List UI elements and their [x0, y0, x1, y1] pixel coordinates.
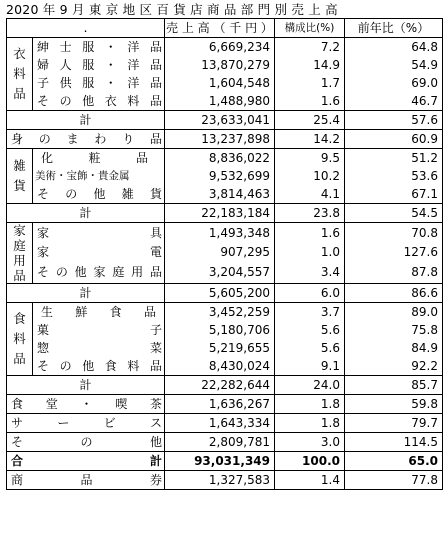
row-label-text: 身 の ま わ り 品	[11, 131, 162, 146]
row-label	[7, 395, 165, 414]
share-cell: 3.7	[275, 303, 345, 322]
group-misc: 雑 貨	[7, 149, 33, 204]
row-label-text: 食 堂 ・ 喫 茶	[11, 396, 162, 411]
row-label-text: そ の 他 衣 料 品	[37, 93, 162, 108]
row-label	[33, 74, 165, 92]
yoy-cell: 87.8	[345, 263, 443, 284]
row-label	[33, 185, 165, 204]
share-cell: 1.4	[275, 471, 345, 490]
sales-cell: 3,452,259	[165, 303, 275, 322]
row-label	[7, 433, 165, 452]
subtotal-row	[7, 204, 443, 223]
share-cell: 9.1	[275, 357, 345, 376]
row-label-text: そ の 他 食 料 品	[37, 358, 162, 373]
share-cell: 23.8	[275, 204, 345, 223]
group-clothing: 衣 料 品	[7, 38, 33, 111]
row-label-text: 商 品 券	[11, 472, 162, 487]
share-cell: 10.2	[275, 167, 345, 185]
row-label	[33, 339, 165, 357]
table-row	[7, 263, 443, 284]
row-label	[33, 149, 165, 168]
sales-cell: 8,430,024	[165, 357, 275, 376]
table-row	[7, 92, 443, 111]
yoy-cell: 79.7	[345, 414, 443, 433]
sales-cell: 9,532,699	[165, 167, 275, 185]
yoy-cell: 57.6	[345, 111, 443, 130]
subtotal-row	[7, 376, 443, 395]
yoy-cell: 46.7	[345, 92, 443, 111]
sales-cell: 6,669,234	[165, 38, 275, 57]
share-cell: 1.8	[275, 395, 345, 414]
table-row	[7, 167, 443, 185]
share-cell: 5.6	[275, 339, 345, 357]
subtotal-row	[7, 284, 443, 303]
yoy-cell: 92.2	[345, 357, 443, 376]
sales-cell: 22,282,644	[165, 376, 275, 395]
yoy-cell: 65.0	[345, 452, 443, 471]
sales-cell: 1,643,334	[165, 414, 275, 433]
yoy-cell: 89.0	[345, 303, 443, 322]
sales-cell: 13,870,279	[165, 56, 275, 74]
share-cell: 9.5	[275, 149, 345, 168]
sales-cell: 23,633,041	[165, 111, 275, 130]
table-row	[7, 243, 443, 263]
table-row	[7, 130, 443, 149]
table-row	[7, 223, 443, 244]
row-label	[7, 130, 165, 149]
row-label-text: 生 鮮 食 品	[41, 304, 156, 319]
row-label-text: そ の 他 雑 貨	[37, 186, 162, 201]
row-label-text: 惣 菜	[37, 340, 162, 355]
row-label: 計	[7, 204, 165, 223]
row-label: 計	[7, 284, 165, 303]
row-label	[33, 38, 165, 57]
yoy-cell: 86.6	[345, 284, 443, 303]
row-label-text: 化 粧 品	[41, 150, 148, 165]
header-row	[7, 19, 443, 38]
sales-cell: 1,604,548	[165, 74, 275, 92]
yoy-cell: 85.7	[345, 376, 443, 395]
group-household: 家 庭 用 品	[7, 223, 33, 284]
yoy-cell: 70.8	[345, 223, 443, 244]
row-label-text: 子 供 服 ・ 洋 品	[37, 75, 162, 90]
yoy-cell: 59.8	[345, 395, 443, 414]
row-label	[33, 223, 165, 244]
row-label-text: 家 電	[37, 245, 162, 260]
header-dot: .	[7, 19, 165, 38]
header-sales: 売 上 高 （ 千 円 ）	[165, 19, 275, 38]
share-cell: 14.2	[275, 130, 345, 149]
share-cell: 25.4	[275, 111, 345, 130]
share-cell: 1.8	[275, 414, 345, 433]
sales-cell: 1,493,348	[165, 223, 275, 244]
sales-cell: 2,809,781	[165, 433, 275, 452]
share-cell: 1.6	[275, 92, 345, 111]
sales-cell: 1,636,267	[165, 395, 275, 414]
row-label	[33, 56, 165, 74]
grand-total-row	[7, 452, 443, 471]
sales-cell: 3,204,557	[165, 263, 275, 284]
sales-cell: 907,295	[165, 243, 275, 263]
row-label-text: 紳 士 服 ・ 洋 品	[37, 39, 162, 54]
row-label	[33, 243, 165, 263]
row-label: 計	[7, 376, 165, 395]
sales-cell: 5,219,655	[165, 339, 275, 357]
sales-cell: 8,836,022	[165, 149, 275, 168]
share-cell: 7.2	[275, 38, 345, 57]
row-label-text: サ ー ビ ス	[11, 415, 162, 430]
table-row	[7, 395, 443, 414]
row-label-text: 合 計	[11, 453, 162, 468]
yoy-cell: 67.1	[345, 185, 443, 204]
sales-cell: 13,237,898	[165, 130, 275, 149]
group-food: 食 料 品	[7, 303, 33, 376]
sales-cell: 5,605,200	[165, 284, 275, 303]
share-cell: 1.6	[275, 223, 345, 244]
row-label-text: 菓 子	[37, 322, 162, 337]
share-cell: 6.0	[275, 284, 345, 303]
sales-cell: 1,488,980	[165, 92, 275, 111]
row-label-text: 婦 人 服 ・ 洋 品	[37, 57, 162, 72]
table-row	[7, 56, 443, 74]
row-label	[33, 303, 165, 322]
sales-cell: 93,031,349	[165, 452, 275, 471]
row-label	[33, 92, 165, 111]
share-cell: 5.6	[275, 321, 345, 339]
yoy-cell: 84.9	[345, 339, 443, 357]
row-label-text: そ の 他	[11, 434, 162, 449]
yoy-cell: 75.8	[345, 321, 443, 339]
row-label	[33, 263, 165, 284]
header-yoy: 前年比（%）	[345, 19, 443, 38]
share-cell: 3.4	[275, 263, 345, 284]
yoy-cell: 69.0	[345, 74, 443, 92]
table-row	[7, 321, 443, 339]
row-label-text: 家 具	[37, 225, 162, 240]
row-label	[7, 471, 165, 490]
share-cell: 100.0	[275, 452, 345, 471]
table-row	[7, 149, 443, 168]
row-label: 計	[7, 111, 165, 130]
yoy-cell: 53.6	[345, 167, 443, 185]
table-row	[7, 471, 443, 490]
sales-cell: 3,814,463	[165, 185, 275, 204]
subtotal-row	[7, 111, 443, 130]
row-label	[7, 452, 165, 471]
yoy-cell: 127.6	[345, 243, 443, 263]
share-cell: 3.0	[275, 433, 345, 452]
yoy-cell: 54.5	[345, 204, 443, 223]
row-label	[7, 414, 165, 433]
row-label	[33, 357, 165, 376]
row-label	[33, 321, 165, 339]
yoy-cell: 60.9	[345, 130, 443, 149]
sales-cell: 22,183,184	[165, 204, 275, 223]
yoy-cell: 54.9	[345, 56, 443, 74]
yoy-cell: 114.5	[345, 433, 443, 452]
share-cell: 1.7	[275, 74, 345, 92]
table-row	[7, 414, 443, 433]
table-row	[7, 303, 443, 322]
table-row	[7, 74, 443, 92]
row-label: 美術・宝飾・貴金属	[33, 167, 165, 185]
table-row	[7, 339, 443, 357]
share-cell: 4.1	[275, 185, 345, 204]
sales-cell: 1,327,583	[165, 471, 275, 490]
sales-table	[6, 18, 443, 490]
share-cell: 1.0	[275, 243, 345, 263]
header-share: 構成比(%)	[275, 19, 345, 38]
yoy-cell: 64.8	[345, 38, 443, 57]
yoy-cell: 77.8	[345, 471, 443, 490]
share-cell: 24.0	[275, 376, 345, 395]
table-row	[7, 185, 443, 204]
sales-cell: 5,180,706	[165, 321, 275, 339]
table-row	[7, 38, 443, 57]
share-cell: 14.9	[275, 56, 345, 74]
table-row	[7, 357, 443, 376]
table-row	[7, 433, 443, 452]
page-title: 2020 年 9 月 東 京 地 区 百 貨 店 商 品 部 門 別 売 上 高	[6, 2, 338, 17]
row-label-text: そ の 他 家 庭 用 品	[37, 265, 162, 280]
yoy-cell: 51.2	[345, 149, 443, 168]
